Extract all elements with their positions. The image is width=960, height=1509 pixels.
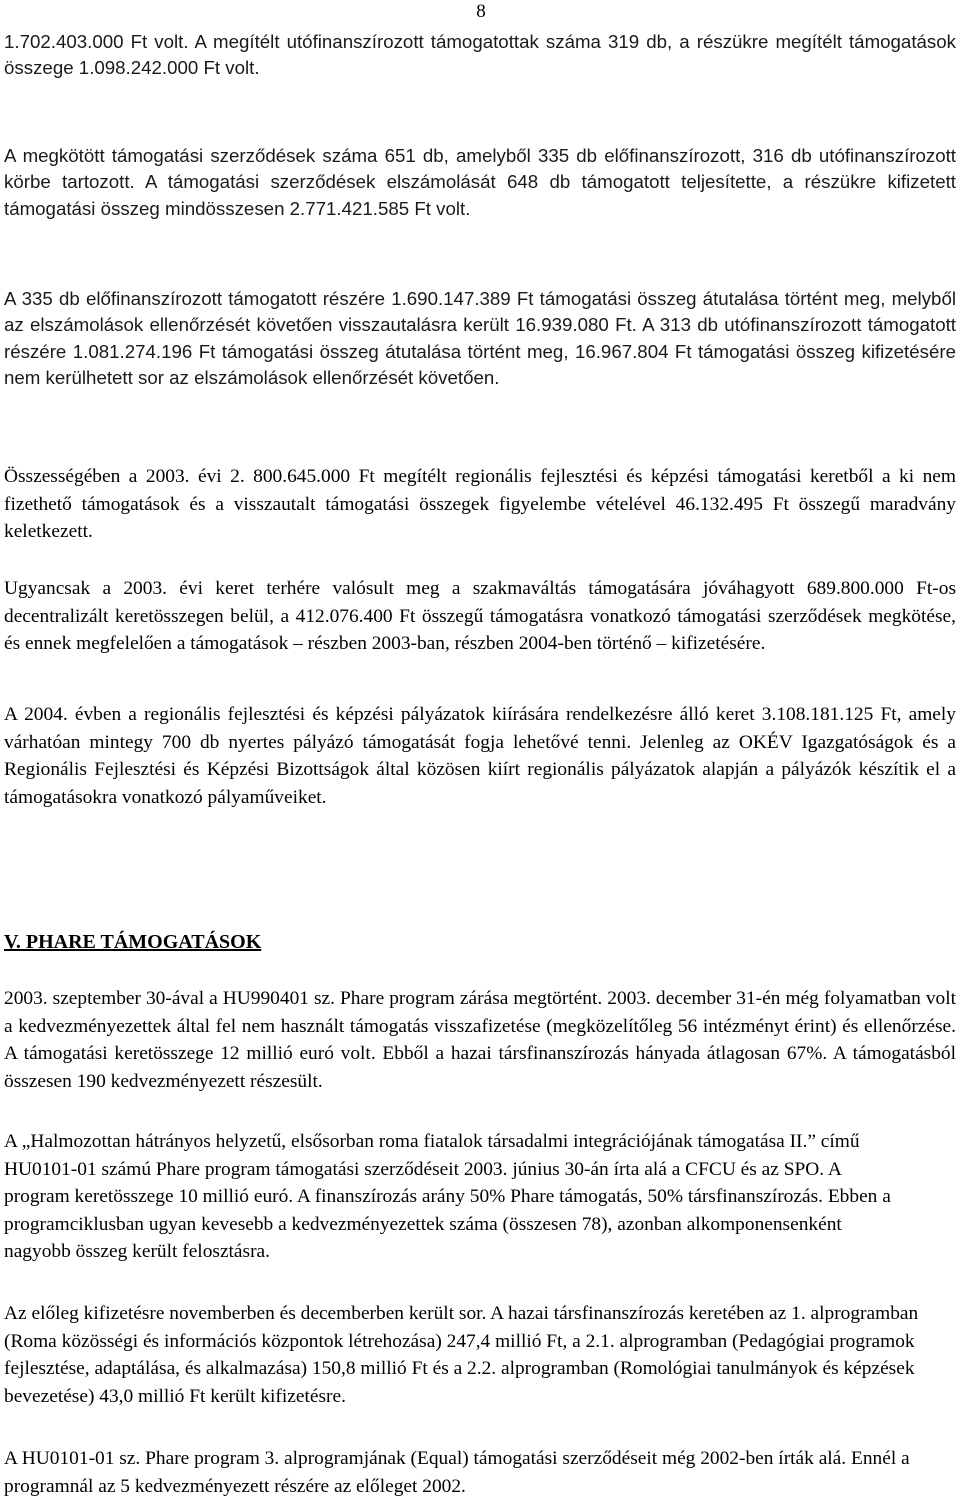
paragraph-funding-totals: 1.702.403.000 Ft volt. A megítélt utófinanszírozott támogatottak száma 319 db, a részükre megítélt támogatások összege 1.098.242.000 Ft volt. (4, 31, 956, 79)
paragraph-contracts: A megkötött támogatási szerződések száma 651 db, amelyből 335 db előfinanszírozott, 316 db utófinanszírozott körbe tartozott. A támogatási szerződések elszámolását 648 db támogatott teljesítette, a részükre kifizetett támogatási összeg mindösszesen 2.771.421.585 Ft volt. (4, 145, 956, 219)
paragraph-equal-program: A HU0101-01 sz. Phare program 3. alprogramjának (Equal) támogatási szerződéseit még 2002-ben írták alá. Ennél a programnál az 5 kedvezményezett részére az előleget 2002. (4, 1448, 910, 1497)
page-number: 8 (476, 1, 486, 22)
paragraph-2004-budget: A 2004. évben a regionális fejlesztési és képzési pályázatok kiírására rendelkezésre álló keret 3.108.181.125 Ft, amely várhatóan mintegy 700 db nyertes pályázó támogatását fogja lehetővé tenni. Jelenleg az OKÉV Igazgatóságok és a Regionális Fejlesztési és Képzési Bizottságok által közösen kiírt regionális pályázatok alapján a pályázók készítik el a támogatásokra vonatkozó pályaműveiket. (4, 704, 956, 808)
paragraph-hu0101-01: A „Halmozottan hátrányos helyzetű, elsősorban roma fiatalok társadalmi integrációjának támogatása II.” című HU0101-01 számú Phare program támogatási szerződéseit 2003. június 30-án írta alá a CFCU és az SPO. A program keretösszege 10 millió euró. A finanszírozás arány 50% Phare támogatás, 50% társfinanszírozás. Ebben a programciklusban ugyan kevesebb a kedvezményezettek száma (összesen 78), azonban alkomponensenként nagyobb összeg került felosztásra. (4, 1131, 891, 1263)
paragraph-transfers: A 335 db előfinanszírozott támogatott részére 1.690.147.389 Ft támogatási összeg átutalása történt meg, melyből az elszámolások ellenőrzését követően visszautalásra került 16.939.080 Ft. A 313 db utófinanszírozott támogatott részére 1.081.274.196 Ft támogatási összeg átutalása történt meg, 16.967.804 Ft támogatási összeg kifizetésére nem kerülhetett sor az elszámolások ellenőrzését követően. (4, 288, 956, 388)
paragraph-summary-2003: Összességében a 2003. évi 2. 800.645.000 Ft megítélt regionális fejlesztési és képzési támogatási keretből a ki nem fizethető támogatások és a visszautalt támogatási összegek figyelembe vételével 46.132.495 Ft összegű maradvány keletkezett. (4, 466, 956, 543)
paragraph-advance-payment: Az előleg kifizetésre novemberben és decemberben került sor. A hazai társfinanszírozás keretében az 1. alprogramban (Roma közösségi és információs központok létrehozása) 247,4 millió Ft, a 2.1. alprogramban (Pedagógiai programok fejlesztése, adaptálása, és alkalmazása) 150,8 millió Ft és a 2.2. alprogramban (Romológiai tanulmányok és képzések bevezetése) 43,0 millió Ft került kifizetésre. (4, 1303, 919, 1407)
section-heading-phare: V. PHARE TÁMOGATÁSOK (4, 931, 262, 953)
paragraph-hu990401: 2003. szeptember 30-ával a HU990401 sz. Phare program zárása megtörtént. 2003. december 31-én még folyamatban volt a kedvezményezettek által fel nem használt támogatás visszafizetése (megközelítőleg 56 intézményt érint) és ellenőrzése. A támogatási keretösszege 12 millió euró volt. Ebből a hazai társfinanszírozás hányada átlagosan 67%. A támogatásból összesen 190 kedvezményezett részesült. (4, 988, 956, 1092)
paragraph-career-change: Ugyancsak a 2003. évi keret terhére valósult meg a szakmaváltás támogatására jóváhagyott 689.800.000 Ft-os decentralizált keretösszegen belül, a 412.076.400 Ft összegű támogatásra vonatkozó támogatási szerződések megkötése, és ennek megfelelően a támogatások – részben 2003-ban, részben 2004-ben történő – kifizetésére. (4, 578, 956, 655)
